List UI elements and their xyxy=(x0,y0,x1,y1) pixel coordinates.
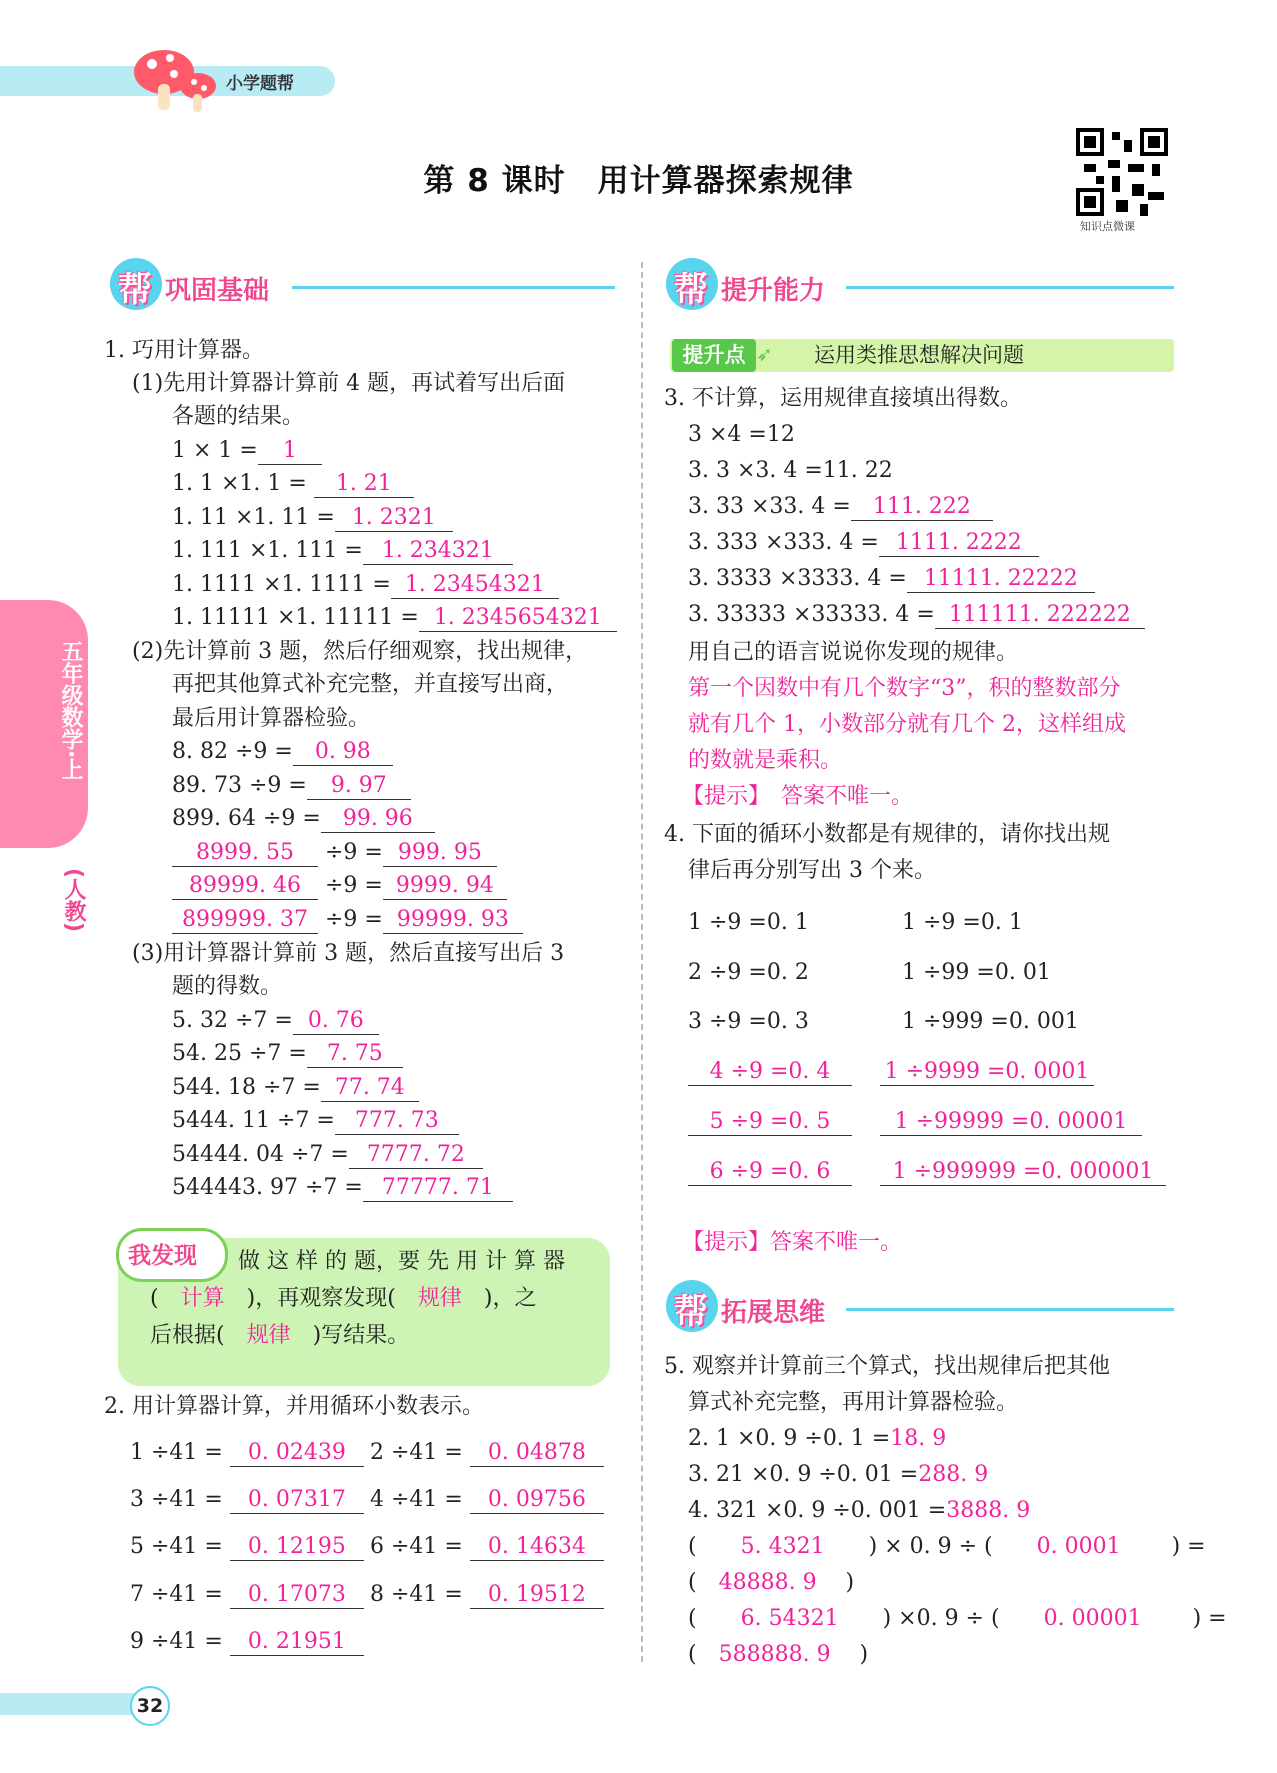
q4-answer: 1 ÷99999 =0. 00001 xyxy=(880,1107,1142,1137)
q1-p1-row: 1. 111 ×1. 111 = 1. 234321 xyxy=(172,536,513,566)
key-point-text: 运用类推思想解决问题 xyxy=(814,343,1024,367)
q4-answer: 6 ÷9 =0. 6 xyxy=(688,1157,852,1187)
qr-code-icon xyxy=(1076,128,1168,216)
q1-p2-text2: 再把其他算式补充完整，并直接写出商， xyxy=(172,672,569,697)
q2-row: 1 ÷41 = 0. 02439 xyxy=(130,1438,364,1468)
q3-hint: 【提示】 答案不唯一。 xyxy=(682,784,914,809)
q1-title: 1. 巧用计算器。 xyxy=(104,338,264,363)
q5-row: 2. 1 ×0. 9 ÷0. 1 =18. 9 xyxy=(688,1426,947,1451)
q3-row: 3. 33 ×33. 4 = 111. 222 xyxy=(688,492,993,522)
q4-given-right: 1 ÷9 =0. 1 xyxy=(902,910,1023,935)
q1-p2-text3: 最后用计算器检验。 xyxy=(172,706,371,731)
section-header-extend xyxy=(666,1280,1174,1330)
bang-glyph: 帮 xyxy=(674,1292,708,1332)
q5-fill: ( 6. 54321 ) ×0. 9 ÷ ( 0. 00001 ) = xyxy=(688,1606,1227,1631)
q1-p3-row: 544443. 97 ÷7 = 77777. 71 xyxy=(172,1173,513,1203)
q5-fill: ( 48888. 9 ) xyxy=(688,1570,855,1595)
section-rule xyxy=(292,286,615,289)
q2-row: 9 ÷41 = 0. 21951 xyxy=(130,1627,364,1657)
q4-given-left: 3 ÷9 =0. 3 xyxy=(688,1009,809,1034)
q5-fill: ( 588888. 9 ) xyxy=(688,1642,869,1667)
section-header-improve xyxy=(666,258,1174,308)
q3-row: 3. 333 ×333. 4 = 1111. 2222 xyxy=(688,528,1039,558)
arrow-icon: ➶ xyxy=(756,342,773,366)
q3-given: 3 ×4 =12 xyxy=(688,422,795,447)
section-rule xyxy=(846,1308,1174,1311)
q2-row: 6 ÷41 = 0. 14634 xyxy=(370,1532,604,1562)
q5-row: 4. 321 ×0. 9 ÷0. 001 =3888. 9 xyxy=(688,1498,1031,1523)
q1-p2-fill-row: 89999. 46 ÷9 = 9999. 94 xyxy=(172,871,507,901)
side-tab-edition: (人教) xyxy=(61,868,86,933)
page-number: 32 xyxy=(130,1686,170,1726)
q3-title: 3. 不计算，运用规律直接填出得数。 xyxy=(664,386,1022,411)
q1-p1-row: 1. 11111 ×1. 11111 = 1. 2345654321 xyxy=(172,603,617,633)
side-tab-grade: 五年级数学·上 xyxy=(58,640,83,781)
q1-p2-row: 89. 73 ÷9 = 9. 97 xyxy=(172,771,411,801)
q1-p3-row: 54. 25 ÷7 = 7. 75 xyxy=(172,1039,403,1069)
q4-hint: 【提示】答案不唯一。 xyxy=(682,1230,903,1255)
q4-title1: 4. 下面的循环小数都是有规律的，请你找出规 xyxy=(664,822,1110,847)
q4-answer: 4 ÷9 =0. 4 xyxy=(688,1057,852,1087)
q1-p2-fill-row: 899999. 37 ÷9 = 99999. 93 xyxy=(172,905,523,935)
q3-row: 3. 3333 ×3333. 4 = 11111. 22222 xyxy=(688,564,1095,594)
discover-line2: ( 计算 )，再观察发现( 规律 )，之 xyxy=(150,1286,537,1311)
q1-p1-row: 1. 1111 ×1. 1111 = 1. 23454321 xyxy=(172,570,559,600)
q4-title2: 律后再分别写出 3 个来。 xyxy=(688,858,936,883)
q1-p3-row: 544. 18 ÷7 = 77. 74 xyxy=(172,1073,419,1103)
discover-line1: 做 这 样 的 题，要 先 用 计 算 器 xyxy=(238,1249,565,1274)
q3-answer-line: 就有几个 1，小数部分就有几个 2，这样组成 xyxy=(688,712,1126,737)
bang-glyph: 帮 xyxy=(674,270,708,310)
q4-given-right: 1 ÷99 =0. 01 xyxy=(902,960,1051,985)
q3-answer-line: 第一个因数中有几个数字“3”，积的整数部分 xyxy=(688,676,1121,701)
section-title: 巩固基础 xyxy=(165,276,270,306)
q1-p3-row: 5444. 11 ÷7 = 777. 73 xyxy=(172,1106,459,1136)
q4-answer: 1 ÷999999 =0. 000001 xyxy=(880,1157,1166,1187)
q5-title1: 5. 观察并计算前三个算式，找出规律后把其他 xyxy=(664,1354,1110,1379)
key-point-tag: 提升点 xyxy=(672,339,756,372)
q1-p3-text2: 题的得数。 xyxy=(172,974,283,999)
q1-p2-row: 8. 82 ÷9 = 0. 98 xyxy=(172,737,393,767)
q2-row: 8 ÷41 = 0. 19512 xyxy=(370,1580,604,1610)
q3-answer-line: 的数就是乘积。 xyxy=(688,748,843,773)
q4-answer: 1 ÷9999 =0. 0001 xyxy=(880,1057,1094,1087)
q2-title: 2. 用计算器计算，并用循环小数表示。 xyxy=(104,1394,484,1419)
q3-row: 3. 33333 ×33333. 4 = 111111. 222222 xyxy=(688,600,1145,630)
q2-row: 5 ÷41 = 0. 12195 xyxy=(130,1532,364,1562)
q5-row: 3. 21 ×0. 9 ÷0. 01 =288. 9 xyxy=(688,1462,989,1487)
q1-p3-text1: (3)用计算器计算前 3 题，然后直接写出后 3 xyxy=(132,941,565,966)
q2-row: 4 ÷41 = 0. 09756 xyxy=(370,1485,604,1515)
section-title: 拓展思维 xyxy=(721,1298,826,1328)
bang-glyph: 帮 xyxy=(118,270,152,310)
q4-given-left: 2 ÷9 =0. 2 xyxy=(688,960,809,985)
q1-p1-text1: (1)先用计算器计算前 4 题，再试着写出后面 xyxy=(132,371,566,396)
q5-fill: ( 5. 4321 ) × 0. 9 ÷ ( 0. 0001 ) = xyxy=(688,1534,1206,1559)
section-rule xyxy=(846,286,1174,289)
q2-row: 7 ÷41 = 0. 17073 xyxy=(130,1580,364,1610)
q3-given: 3. 3 ×3. 4 =11. 22 xyxy=(688,458,893,483)
mushroom-logo-icon xyxy=(128,44,224,116)
q1-p3-row: 54444. 04 ÷7 = 7777. 72 xyxy=(172,1140,483,1170)
q1-p1-row: 1. 1 ×1. 1 = 1. 21 xyxy=(172,469,414,499)
q1-p3-row: 5. 32 ÷7 = 0. 76 xyxy=(172,1006,379,1036)
qr-caption: 知识点微课 xyxy=(1080,220,1135,233)
q1-p1-row: 1 × 1 = 1 xyxy=(172,436,322,466)
section-header-consolidate xyxy=(110,258,615,308)
q4-answer: 5 ÷9 =0. 5 xyxy=(688,1107,852,1137)
page-bar xyxy=(0,1693,150,1715)
section-title: 提升能力 xyxy=(721,276,826,306)
brand-name: 小学题帮 xyxy=(226,74,294,94)
q4-given-left: 1 ÷9 =0. 1 xyxy=(688,910,809,935)
q2-row: 3 ÷41 = 0. 07317 xyxy=(130,1485,364,1515)
q4-given-right: 1 ÷999 =0. 001 xyxy=(902,1009,1079,1034)
q1-p2-text1: (2)先计算前 3 题，然后仔细观察，找出规律， xyxy=(132,639,588,664)
discover-line3: 后根据( 规律 )写结果。 xyxy=(150,1323,410,1348)
page-title: 第 8 课时 用计算器探索规律 xyxy=(423,163,854,199)
discover-tag-label: 我发现 xyxy=(128,1243,197,1269)
q1-p1-text2: 各题的结果。 xyxy=(172,404,305,429)
q2-row: 2 ÷41 = 0. 04878 xyxy=(370,1438,604,1468)
column-divider xyxy=(641,262,643,1662)
q1-p2-row: 899. 64 ÷9 = 99. 96 xyxy=(172,804,435,834)
q5-title2: 算式补充完整，再用计算器检验。 xyxy=(688,1390,1019,1415)
q1-p1-row: 1. 11 ×1. 11 = 1. 2321 xyxy=(172,503,453,533)
q1-p2-fill-row: 8999. 55 ÷9 = 999. 95 xyxy=(172,838,497,868)
q3-prompt: 用自己的语言说说你发现的规律。 xyxy=(688,640,1019,665)
